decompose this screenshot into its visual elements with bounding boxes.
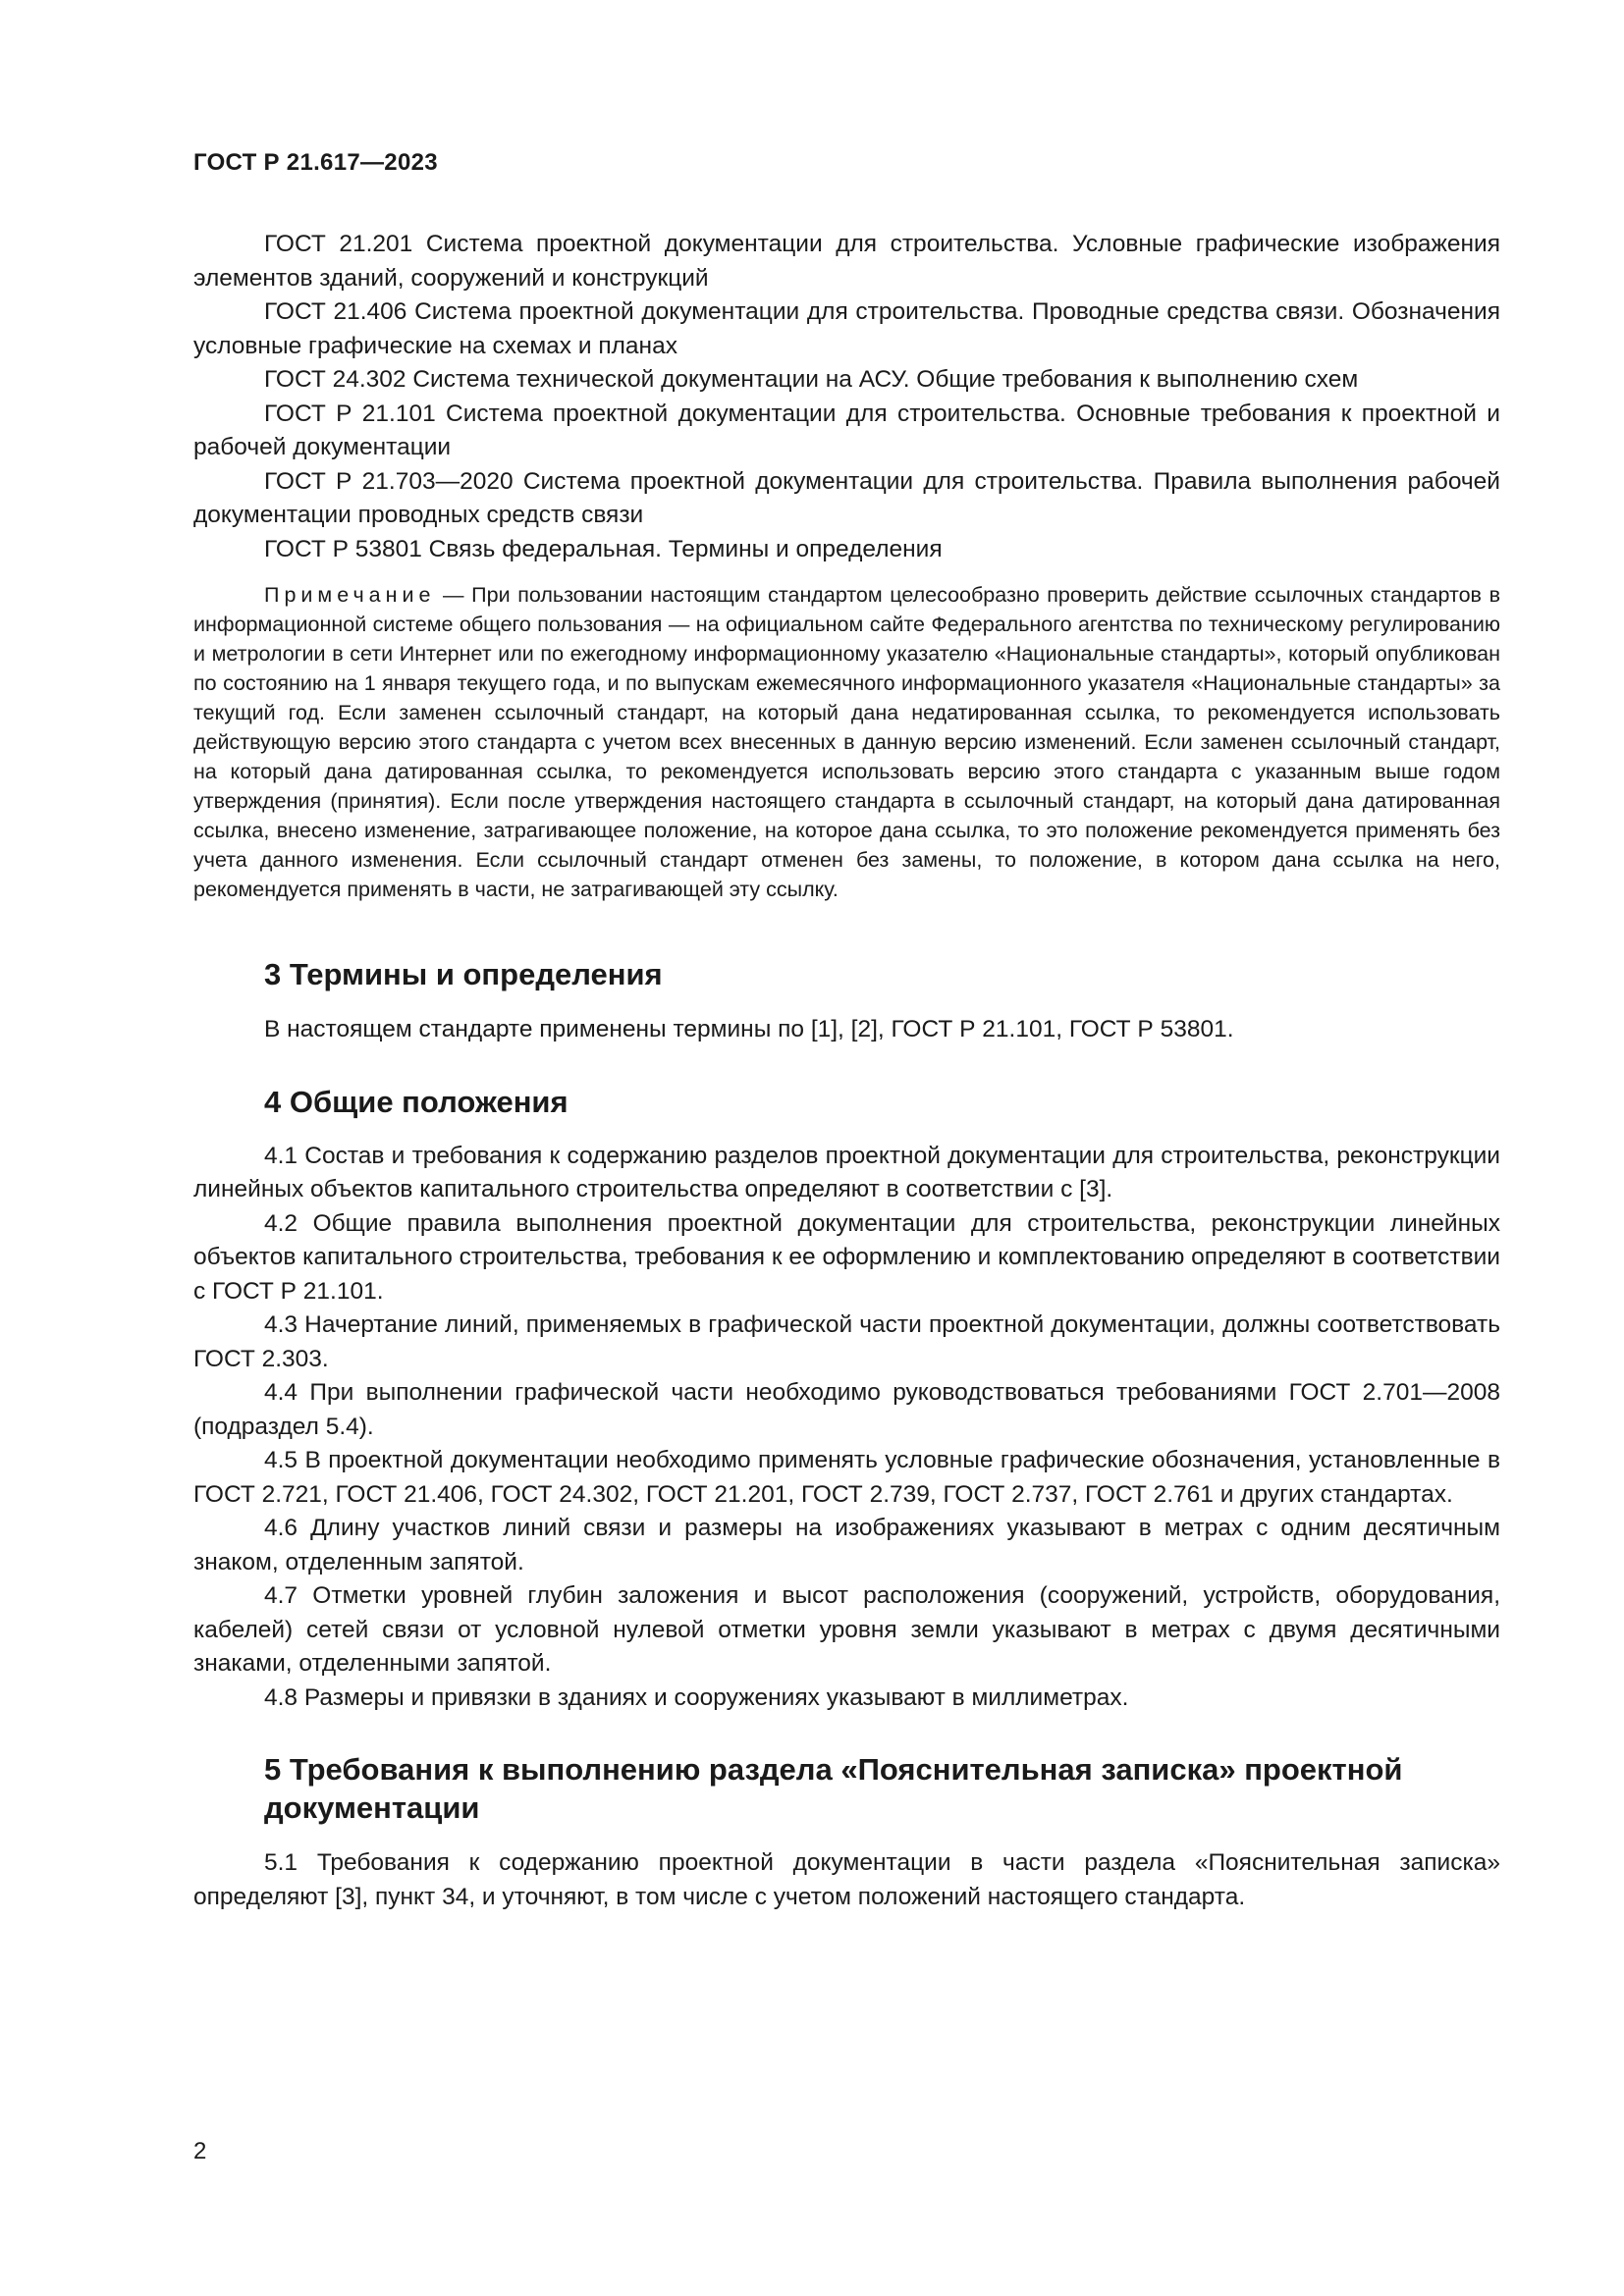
section-4-heading: 4 Общие положения — [264, 1084, 568, 1119]
clause-4-6: 4.6 Длину участков линий связи и размеры на изображениях указывают в метрах с одним десятичным знаком, отделенным запятой. — [193, 1515, 1500, 1575]
reference-item: ГОСТ Р 53801 Связь федеральная. Термины и определения — [264, 535, 943, 562]
note-paragraph — [193, 580, 1500, 904]
clause-4-3: 4.3 Начертание линий, применяемых в графической части проектной документации, должны соответствовать ГОСТ 2.303. — [193, 1311, 1500, 1372]
clause-4-2: 4.2 Общие правила выполнения проектной документации для строительства, реконструкции линейных объектов капитального строительства, требования к ее оформлению и комплектованию определяют в соответствии с ГОСТ Р 21.101. — [193, 1209, 1500, 1305]
section-3-text: В настоящем стандарте применены термины по [1], [2], ГОСТ Р 21.101, ГОСТ Р 53801. — [264, 1016, 1234, 1042]
note-label: Примечание — [264, 583, 436, 607]
clause-4-8: 4.8 Размеры и привязки в зданиях и сооружениях указывают в миллиметрах. — [264, 1683, 1129, 1711]
reference-item: ГОСТ 21.406 Система проектной документации для строительства. Проводные средства связи. Обозначения условные графические на схемах и планах — [193, 298, 1500, 359]
clause-4-4: 4.4 При выполнении графической части необходимо руководствоваться требованиями ГОСТ 2.701—2008 (подраздел 5.4). — [193, 1379, 1500, 1440]
reference-item: ГОСТ 21.201 Система проектной документации для строительства. Условные графические изображения элементов зданий, сооружений и конструкций — [193, 231, 1500, 292]
document-body — [193, 228, 1500, 1914]
reference-item: ГОСТ Р 21.101 Система проектной документации для строительства. Основные требования к проектной и рабочей документации — [193, 400, 1500, 460]
reference-item: ГОСТ 24.302 Система технической документации на АСУ. Общие требования к выполнению схем — [264, 366, 1359, 393]
section-3-heading: 3 Термины и определения — [264, 957, 663, 991]
document-code-header: ГОСТ Р 21.617—2023 — [193, 149, 438, 176]
clause-4-1: 4.1 Состав и требования к содержанию разделов проектной документации для строительства, реконструкции линейных объектов капитального строительства определяют в соответствии с [3]. — [193, 1142, 1500, 1202]
note-text: — При пользовании настоящим стандартом целесообразно проверить действие ссылочных стандартов в информационной системе общего пользования — на официальном сайте Федерального агентства по техническому регулированию и метрологии в сети Интернет или по ежегодному информационному указателю «Национальные стандарты», который опубликован по состоянию на 1 января текущего года, и по выпускам ежемесячного информационного указателя «Национальные стандарты» за текущий год. Если заменен ссылочный стандарт, на который дана недатированная ссылка, то рекомендуется использовать действующую версию этого стандарта с учетом всех внесенных в данную версию изменений. Если заменен ссылочный стандарт, на который дана датированная ссылка, то рекомендуется использовать версию этого стандарта с указанным выше годом утверждения (принятия). Если после утверждения настоящего стандарта в ссылочный стандарт, на который дана датированная ссылка, внесено изменение, затрагивающее положение, на которое дана ссылка, то это положение рекомендуется применять без учета данного изменения. Если ссылочный стандарт отменен без замены, то положение, в котором дана ссылка на него, рекомендуется применять в части, не затрагивающей эту ссылку. — [193, 583, 1500, 901]
reference-item: ГОСТ Р 21.703—2020 Система проектной документации для строительства. Правила выполнения рабочей документации проводных средств связи — [193, 467, 1500, 528]
clause-4-7: 4.7 Отметки уровней глубин заложения и высот расположения (сооружений, устройств, оборудования, кабелей) сетей связи от условной нулевой отметки уровня земли указывают в метрах с двумя десятичными знаками, отделенными запятой. — [193, 1582, 1500, 1677]
clause-4-5: 4.5 В проектной документации необходимо применять условные графические обозначения, установленные в ГОСТ 2.721, ГОСТ 21.406, ГОСТ 24.302, ГОСТ 21.201, ГОСТ 2.739, ГОСТ 2.737, ГОСТ 2.761 и других стандартах. — [193, 1447, 1500, 1508]
clause-5-1: 5.1 Требования к содержанию проектной документации в части раздела «Пояснительная записка» определяют [3], пункт 34, и уточняют, в том числе с учетом положений настоящего стандарта. — [193, 1849, 1500, 1910]
section-5-heading: 5 Требования к выполнению раздела «Пояснительная записка» проектной документации — [264, 1752, 1403, 1825]
page-number: 2 — [193, 2138, 207, 2164]
